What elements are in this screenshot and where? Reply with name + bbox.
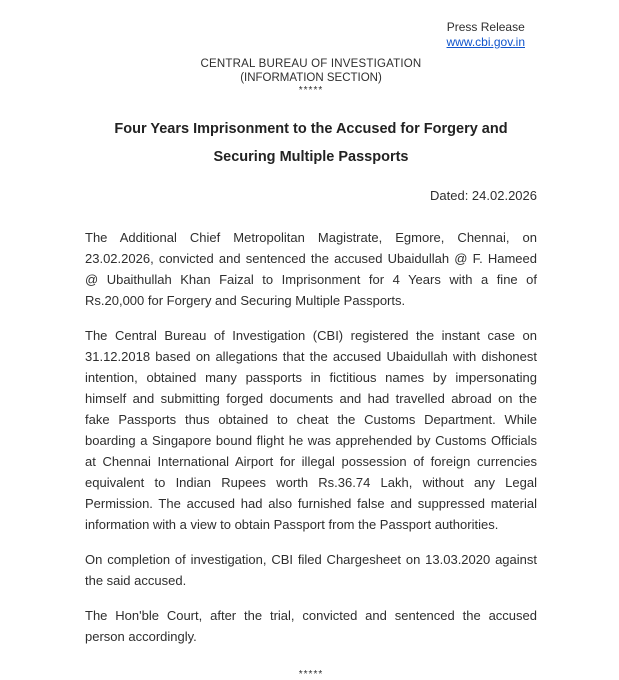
body-paragraph-4: The Hon'ble Court, after the trial, convicted and sentenced the accused person accordingly. — [85, 608, 537, 644]
body-paragraph-3: On completion of investigation, CBI filed Chargesheet on 13.03.2020 against the said accused. — [85, 552, 537, 588]
cbi-website-link[interactable]: www.cbi.gov.in — [446, 35, 525, 49]
footer-separator: ***** — [298, 669, 324, 680]
press-release-label: Press Release — [446, 20, 525, 34]
org-name: CENTRAL BUREAU OF INVESTIGATION — [200, 58, 422, 70]
date-line: Dated: 24.02.2026 — [430, 188, 537, 203]
document-body — [85, 227, 537, 647]
masthead-block — [447, 20, 525, 50]
org-header — [85, 57, 537, 97]
document-title — [85, 115, 537, 171]
org-section: (INFORMATION SECTION) — [240, 72, 382, 84]
body-paragraph-2: The Central Bureau of Investigation (CBI) registered the instant case on 31.12.2018 based on allegations that the accused Ubaidullah with dishonest intention, obtained many passports in fictitious names by impersonating himself and submitting forged documents and had travelled abroad on the fake Passports thus obtained to cheat the Customs Department. While boarding a Singapore bound flight he was apprehended by Customs Officials at Chennai International Airport for illegal possession of foreign currencies equivalent to Indian Rupees worth Rs.36.74 Lakh, without any Legal Permission. The accused had also furnished false and suppressed material information with a view to obtain Passport from the Passport authorities. — [85, 328, 537, 532]
document-title-line-1: Four Years Imprisonment to the Accused for Forgery and — [114, 121, 508, 137]
header-separator: ***** — [298, 85, 324, 96]
body-paragraph-1: The Additional Chief Metropolitan Magistrate, Egmore, Chennai, on 23.02.2026, convicted and sentenced the accused Ubaidullah @ F. Hameed @ Ubaithullah Khan Faizal to Imprisonment for 4 Years with a fine of Rs.20,000 for Forgery and Securing Multiple Passports. — [85, 230, 537, 308]
document-title-line-2: Securing Multiple Passports — [213, 149, 409, 165]
masthead — [85, 20, 537, 51]
